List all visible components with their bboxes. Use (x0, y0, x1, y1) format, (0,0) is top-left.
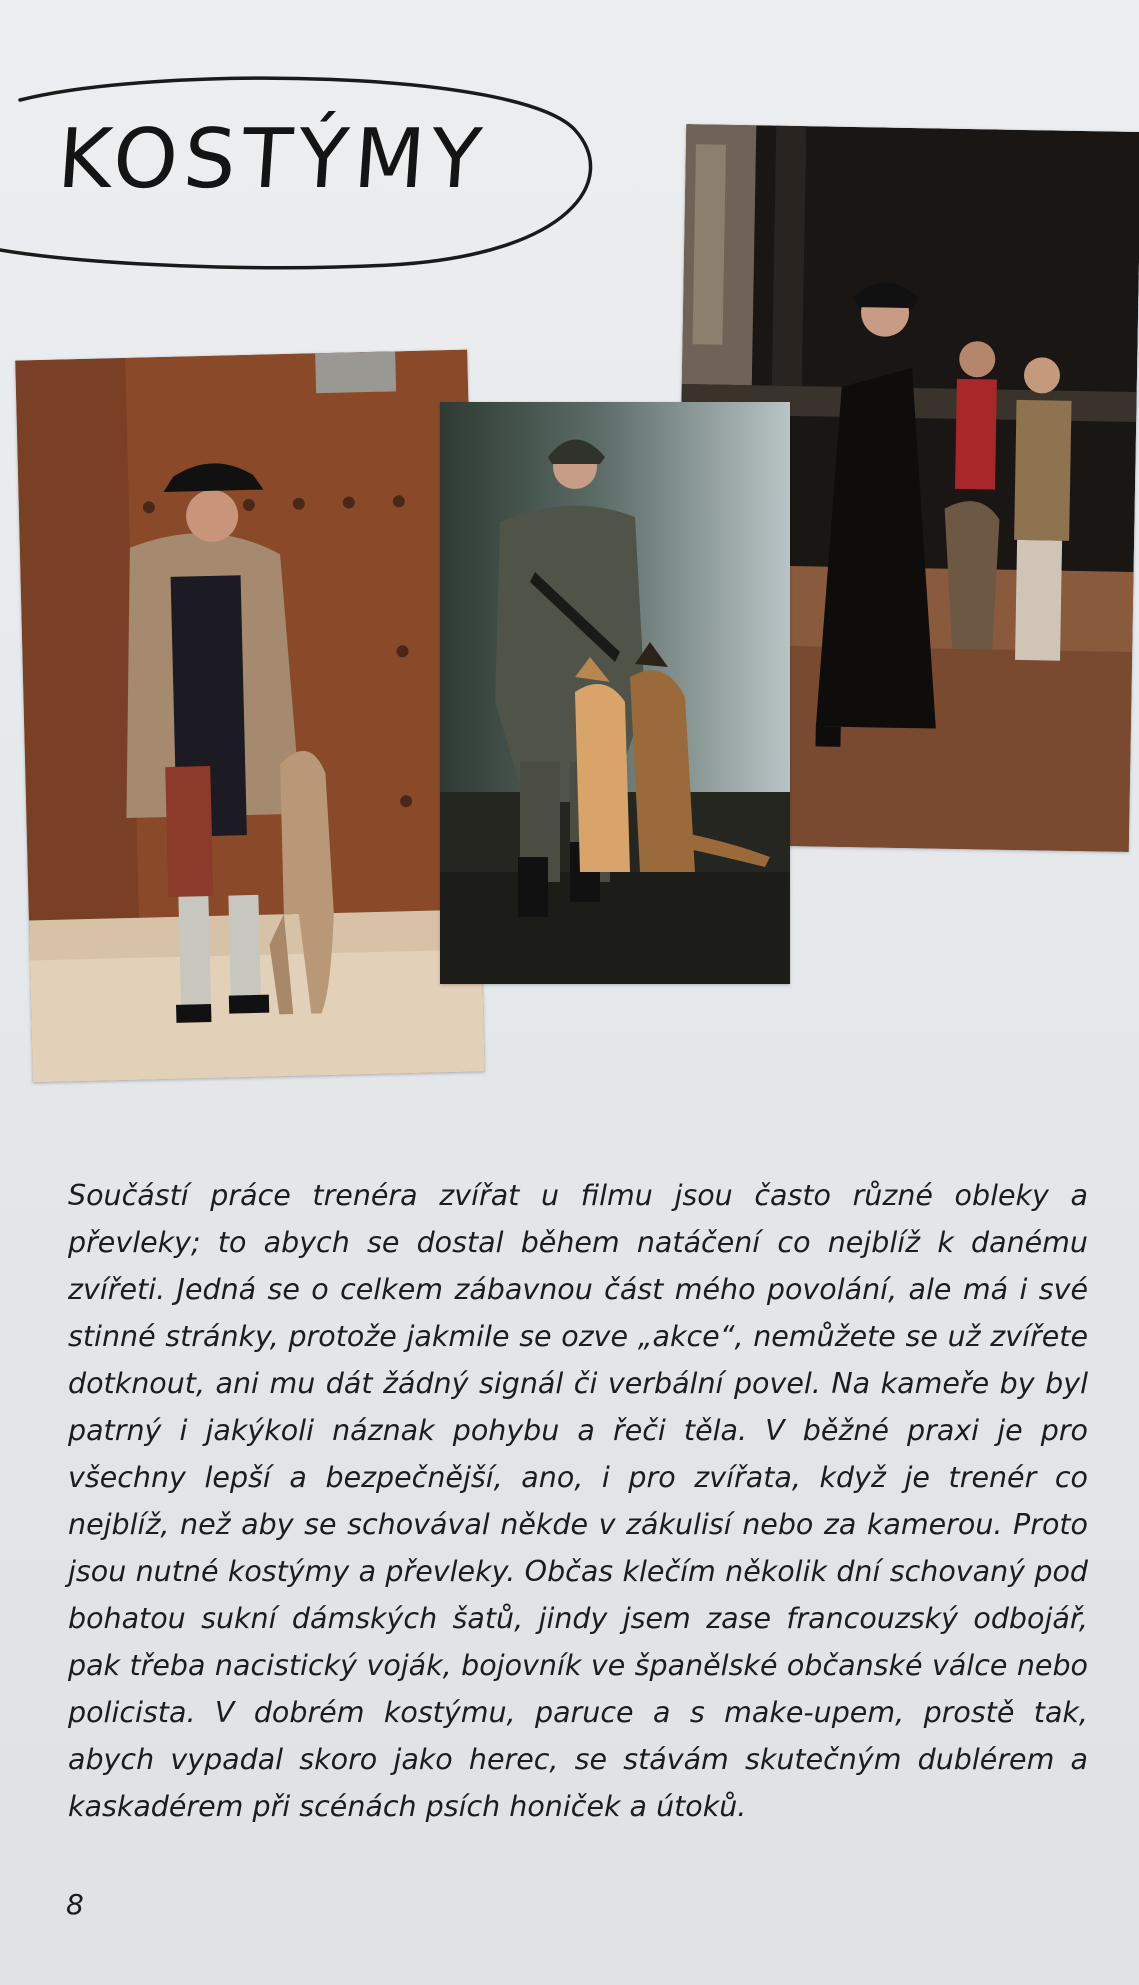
photo-period-costume-greyhound (15, 350, 485, 1083)
photo-soldier-german-shepherds (440, 402, 790, 984)
page-number: 8 (66, 1888, 84, 1921)
body-paragraph: Součástí práce trenéra zvířat u filmu jsou často různé obleky a převleky; to abych se dostal během natáčení co nejblíž k danému zvířeti. Jedná se o celkem zábavnou část mého povolání, ale má i své stinné stránky, protože jakmile se ozve „akce“, nemůžete se už zvířete dotknout, ani mu dát žádný signál či verbální povel. Na kameře by byl patrný i jakýkoli náznak pohybu a řeči těla. V běžné praxi je pro všechny lepší a bezpečnější, ano, i pro zvířata, když je trenér co nejblíž, než aby se schovával někde v zákulisí nebo za kamerou. Proto jsou nutné kostýmy a převleky. Občas klečím několik dní schovaný pod bohatou sukní dámských šatů, jindy jsem zase francouzský odbojář, pak třeba nacistický voják, bojovník ve španělské občanské válce nebo policista. V dobrém kostýmu, paruce a s make-upem, prostě tak, abych vypadal skoro jako herec, se stávám skutečným dublérem a kaskadérem při scénách psích honiček a útoků. (68, 1178, 1088, 1823)
page-title: KOSTÝMY (54, 112, 491, 207)
